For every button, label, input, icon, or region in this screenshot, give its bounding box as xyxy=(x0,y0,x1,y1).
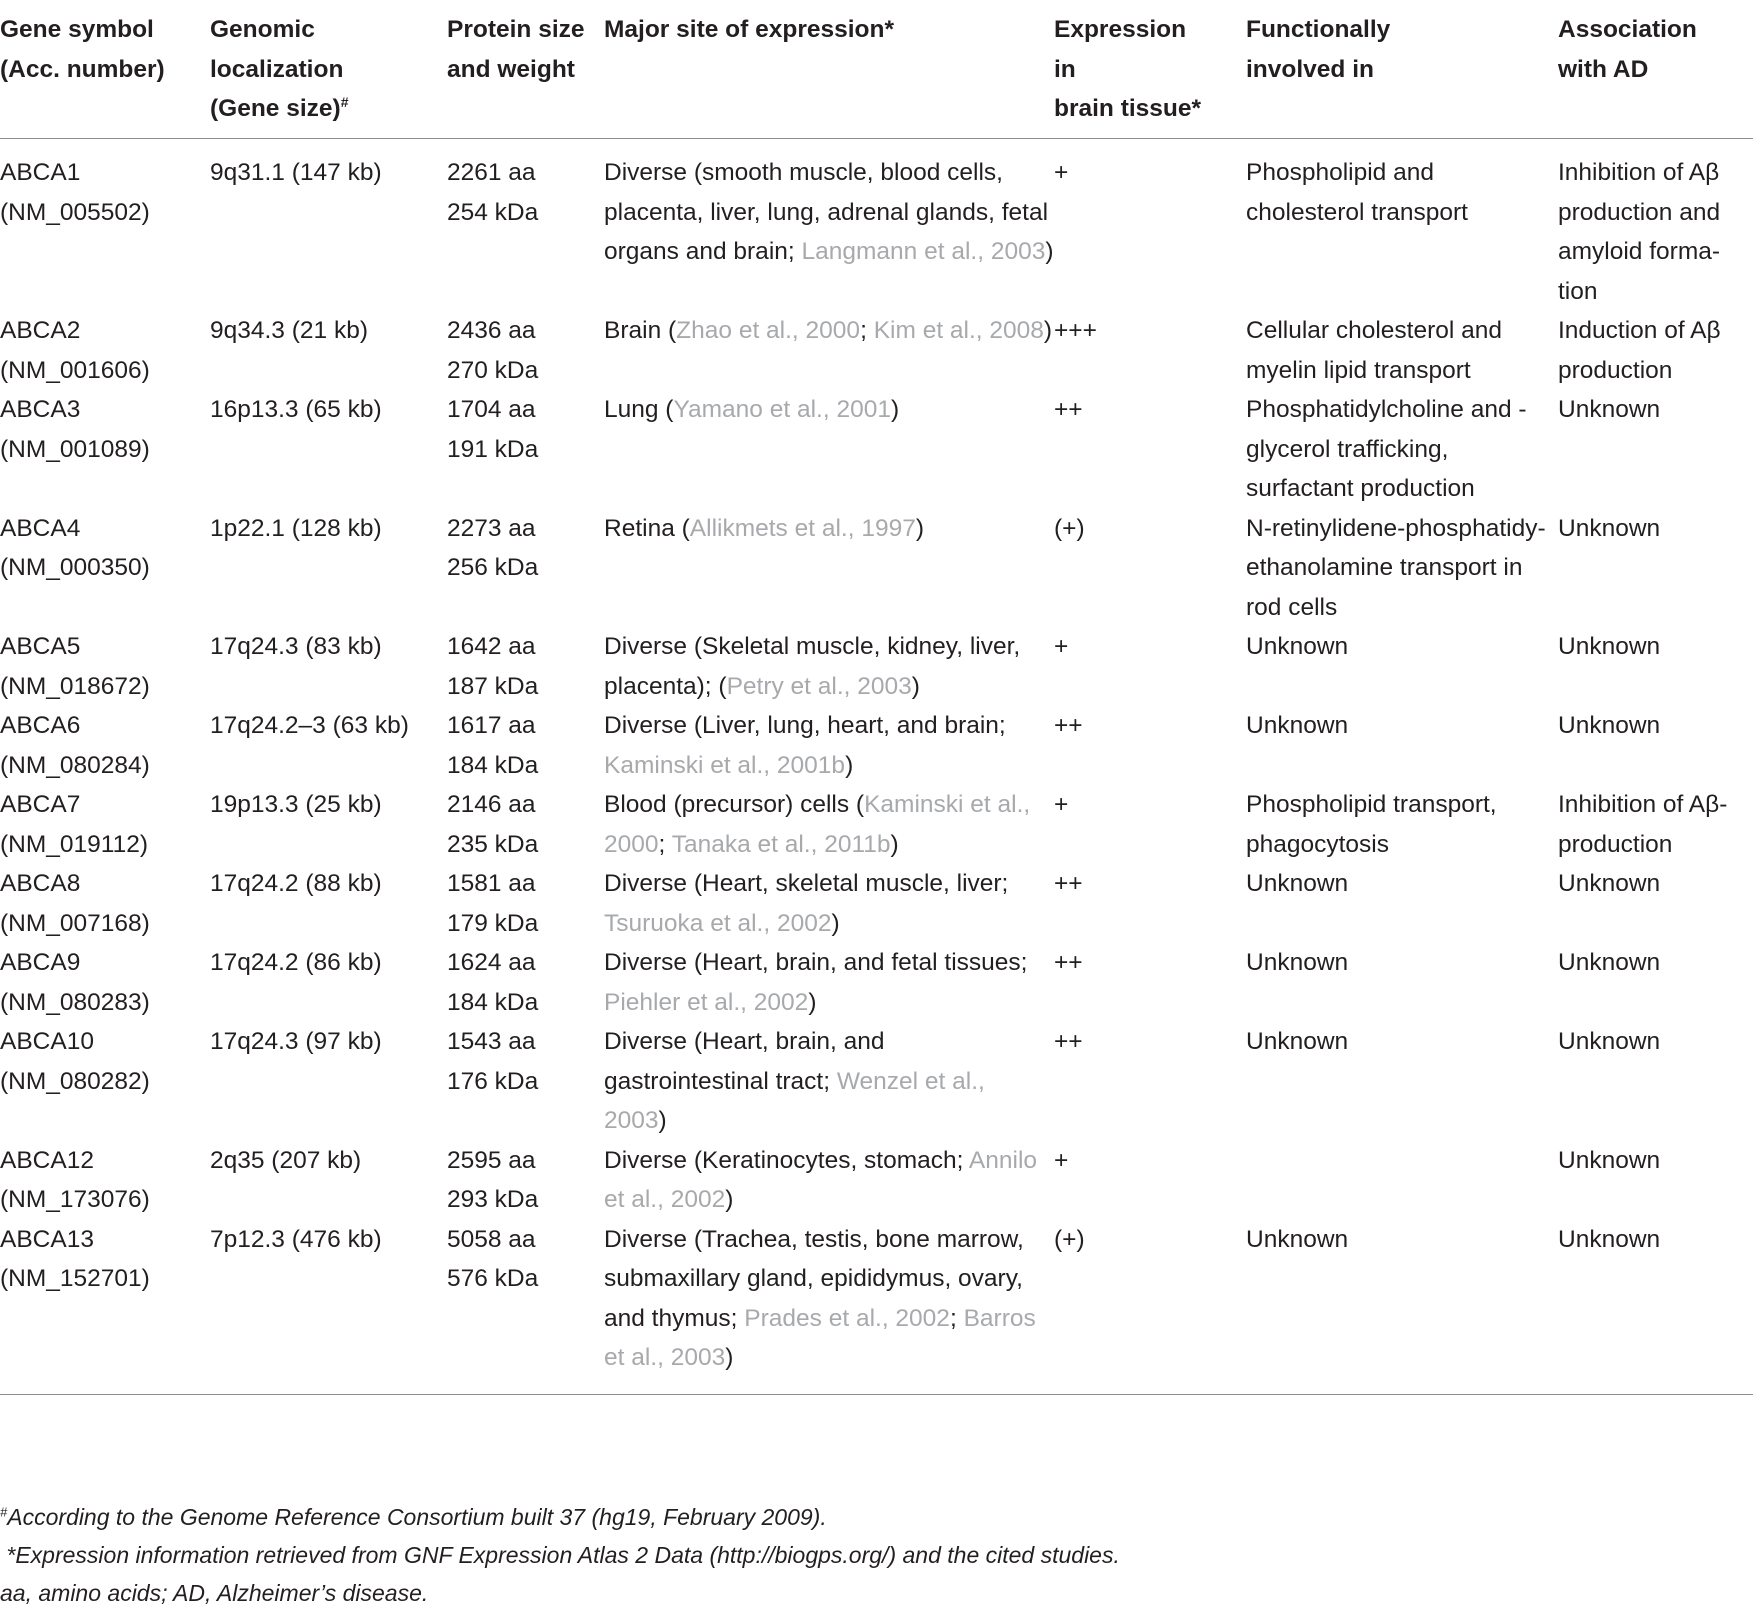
localization-cell xyxy=(210,627,447,706)
citation-link[interactable]: Zhao et al., 2000 xyxy=(676,317,861,344)
genomic-localization: 2q35 (207 kb) xyxy=(210,1146,362,1174)
gene-cell xyxy=(0,509,210,628)
header-brain-line3: brain tissue* xyxy=(1054,95,1202,122)
gene-cell xyxy=(0,1141,210,1220)
brain-expression-level: + xyxy=(1054,633,1069,660)
expression-site-text: Diverse (smooth muscle, blood cells, placenta, liver, lung, adrenal glands, fetal organs and brain; xyxy=(604,159,1049,265)
brain-expression-level: + xyxy=(1054,791,1069,818)
brain-expression-cell xyxy=(1054,139,1246,312)
brain-expression-level: (+) xyxy=(1054,1225,1085,1253)
protein-size: 2436 aa xyxy=(447,317,536,344)
genomic-localization: 7p12.3 (476 kb) xyxy=(210,1225,382,1253)
ad-association: Unknown xyxy=(1558,396,1661,423)
gene-cell xyxy=(0,1220,210,1395)
table-row xyxy=(0,1141,1753,1220)
gene-symbol: ABCA1 xyxy=(0,159,81,186)
table-row xyxy=(0,509,1753,628)
protein-cell xyxy=(447,1022,604,1141)
accession-number: (NM_007168) xyxy=(0,909,150,937)
function-cell xyxy=(1246,627,1558,706)
header-ad-line2: with AD xyxy=(1558,55,1649,83)
localization-cell xyxy=(210,864,447,943)
table-header xyxy=(0,0,1753,139)
expression-site-cell xyxy=(604,627,1054,706)
ad-association-cell xyxy=(1558,1141,1753,1220)
header-gene-symbol xyxy=(0,0,210,139)
citation-link[interactable]: Piehler et al., 2002 xyxy=(604,988,809,1016)
protein-weight: 576 kDa xyxy=(447,1265,539,1292)
gene-cell xyxy=(0,311,210,390)
header-protein-line1: Protein size xyxy=(447,16,585,43)
localization-cell xyxy=(210,1220,447,1395)
header-gene-line2: (Acc. number) xyxy=(0,55,165,83)
functional-involvement: Unknown xyxy=(1246,712,1349,739)
expression-site-cell xyxy=(604,943,1054,1022)
brain-expression-level: +++ xyxy=(1054,317,1097,344)
expression-site-text: ) xyxy=(890,830,899,858)
footnote-abbreviations-text: aa, amino acids; AD, Alzheimer’s disease. xyxy=(0,1580,429,1606)
expression-site-cell xyxy=(604,509,1054,628)
header-loc-line2: localization xyxy=(210,55,344,83)
protein-size: 2595 aa xyxy=(447,1146,536,1174)
brain-expression-cell xyxy=(1054,1022,1246,1141)
footnote-abbreviations xyxy=(0,1574,1120,1612)
brain-expression-level: ++ xyxy=(1054,1028,1083,1055)
protein-cell xyxy=(447,509,604,628)
ad-association-cell xyxy=(1558,706,1753,785)
protein-size: 1642 aa xyxy=(447,633,536,660)
ad-association: Unknown xyxy=(1558,633,1661,660)
gene-cell xyxy=(0,706,210,785)
protein-weight: 187 kDa xyxy=(447,672,539,700)
function-cell xyxy=(1246,706,1558,785)
localization-cell xyxy=(210,390,447,509)
header-genomic-localization xyxy=(210,0,447,139)
expression-site-cell xyxy=(604,1022,1054,1141)
ad-association: Inhibition of Aβ-production xyxy=(1558,791,1728,858)
gene-cell xyxy=(0,627,210,706)
citation-link[interactable]: Petry et al., 2003 xyxy=(726,672,912,700)
genomic-localization: 1p22.1 (128 kb) xyxy=(210,514,382,542)
brain-expression-cell xyxy=(1054,311,1246,390)
table-row xyxy=(0,311,1753,390)
protein-size: 2146 aa xyxy=(447,791,536,818)
ad-association-cell xyxy=(1558,943,1753,1022)
header-row xyxy=(0,0,1753,139)
citation-link[interactable]: Kim et al., 2008 xyxy=(873,317,1044,344)
expression-site-text: Diverse (Heart, brain, and gastrointestinal tract; xyxy=(604,1028,885,1095)
header-brain-expression xyxy=(1054,0,1246,139)
header-brain-line1: Expression xyxy=(1054,16,1187,43)
citation-link[interactable]: Langmann et al., 2003 xyxy=(801,238,1046,265)
table-row xyxy=(0,1022,1753,1141)
header-site-text: Major site of expression* xyxy=(604,16,895,43)
citation-link[interactable]: Wenzel et al., 2003 xyxy=(604,1067,985,1134)
protein-weight: 254 kDa xyxy=(447,198,539,226)
genomic-localization: 17q24.3 (97 kb) xyxy=(210,1028,382,1055)
gene-cell xyxy=(0,785,210,864)
header-ad-line1: Association xyxy=(1558,16,1697,43)
citation-link[interactable]: Annilo et al., 2002 xyxy=(604,1146,1038,1213)
functional-involvement: Phosphatidylcholine and -glycerol trafficking, surfactant production xyxy=(1246,396,1527,502)
protein-cell xyxy=(447,1220,604,1395)
accession-number: (NM_018672) xyxy=(0,672,150,700)
functional-involvement: N-retinylidene-phosphatidy-ethanolamine transport in rod cells xyxy=(1246,514,1546,621)
localization-cell xyxy=(210,1022,447,1141)
protein-weight: 293 kDa xyxy=(447,1186,539,1213)
functional-involvement: Phospholipid transport, phagocytosis xyxy=(1246,791,1497,858)
ad-association: Unknown xyxy=(1558,712,1661,739)
accession-number: (NM_080282) xyxy=(0,1067,150,1095)
function-cell xyxy=(1246,864,1558,943)
genomic-localization: 9q34.3 (21 kb) xyxy=(210,317,368,344)
header-protein-size xyxy=(447,0,604,139)
citation-link[interactable]: Yamano et al., 2001 xyxy=(673,396,891,423)
accession-number: (NM_001606) xyxy=(0,356,150,384)
accession-number: (NM_005502) xyxy=(0,198,150,226)
accession-number: (NM_173076) xyxy=(0,1186,150,1213)
expression-site-text: Diverse (Heart, skeletal muscle, liver; xyxy=(604,870,1009,897)
citation-link[interactable]: Allikmets et al., 1997 xyxy=(689,514,916,542)
protein-size: 1704 aa xyxy=(447,396,536,423)
footnote-expression-text: *Expression information retrieved from GNF Expression Atlas 2 Data (http://biogps.org/) and the cited studies. xyxy=(6,1542,1120,1568)
accession-number: (NM_080283) xyxy=(0,988,150,1016)
functional-involvement: Unknown xyxy=(1246,949,1349,976)
table-row xyxy=(0,943,1753,1022)
protein-cell xyxy=(447,311,604,390)
genomic-localization: 19p13.3 (25 kb) xyxy=(210,791,382,818)
expression-site-text: ) xyxy=(1043,317,1053,344)
function-cell xyxy=(1246,1022,1558,1141)
table-body xyxy=(0,139,1753,1395)
citation-link[interactable]: Tsuruoka et al., 2002 xyxy=(604,909,832,937)
header-function xyxy=(1246,0,1558,139)
expression-site-cell xyxy=(604,785,1054,864)
brain-expression-level: + xyxy=(1054,159,1069,186)
gene-cell xyxy=(0,1022,210,1141)
header-brain-line2: in xyxy=(1054,55,1076,83)
expression-site-text: ) xyxy=(911,672,920,700)
expression-site-text: ) xyxy=(890,396,900,423)
ad-association: Induction of Aβ production xyxy=(1558,317,1721,384)
localization-cell xyxy=(210,706,447,785)
genomic-localization: 16p13.3 (65 kb) xyxy=(210,396,382,423)
brain-expression-cell xyxy=(1054,943,1246,1022)
brain-expression-level: ++ xyxy=(1054,396,1083,423)
gene-symbol: ABCA10 xyxy=(0,1028,94,1055)
expression-site-text: ) xyxy=(831,909,840,937)
ad-association-cell xyxy=(1558,311,1753,390)
ad-association-cell xyxy=(1558,139,1753,312)
function-cell xyxy=(1246,1141,1558,1220)
brain-expression-cell xyxy=(1054,1141,1246,1220)
table-footnotes xyxy=(0,1498,1120,1612)
genomic-localization: 17q24.3 (83 kb) xyxy=(210,633,382,660)
accession-number: (NM_152701) xyxy=(0,1265,150,1292)
ad-association: Unknown xyxy=(1558,949,1661,976)
expression-site-text: Diverse (Trachea, testis, bone marrow, submaxillary gland, epididymus, ovary, and thymus; xyxy=(604,1225,1024,1332)
expression-site-text: ) xyxy=(1045,238,1054,265)
protein-weight: 256 kDa xyxy=(447,554,539,581)
ad-association-cell xyxy=(1558,864,1753,943)
localization-cell xyxy=(210,1141,447,1220)
brain-expression-cell xyxy=(1054,627,1246,706)
header-protein-line2: and weight xyxy=(447,55,575,83)
protein-cell xyxy=(447,864,604,943)
localization-cell xyxy=(210,509,447,628)
table-row xyxy=(0,706,1753,785)
expression-site-cell xyxy=(604,864,1054,943)
gene-cell xyxy=(0,943,210,1022)
ad-association-cell xyxy=(1558,509,1753,628)
ad-association-cell xyxy=(1558,1220,1753,1395)
expression-site-cell xyxy=(604,311,1054,390)
header-loc-footnote-mark: # xyxy=(340,93,349,110)
protein-cell xyxy=(447,627,604,706)
gene-symbol: ABCA6 xyxy=(0,712,81,739)
citation-link[interactable]: Kaminski et al., 2001b xyxy=(604,751,846,779)
header-func-line2: involved in xyxy=(1246,55,1374,83)
protein-cell xyxy=(447,706,604,785)
protein-size: 1624 aa xyxy=(447,949,536,976)
protein-cell xyxy=(447,785,604,864)
ad-association: Unknown xyxy=(1558,1225,1661,1253)
gene-symbol: ABCA5 xyxy=(0,633,81,660)
protein-size: 5058 aa xyxy=(447,1225,536,1253)
table-row xyxy=(0,627,1753,706)
ad-association-cell xyxy=(1558,785,1753,864)
protein-weight: 191 kDa xyxy=(447,435,539,463)
citation-link[interactable]: Prades et al., 2002 xyxy=(744,1304,950,1332)
header-func-line1: Functionally xyxy=(1246,16,1391,43)
ad-association: Unknown xyxy=(1558,870,1661,897)
genomic-localization: 9q31.1 (147 kb) xyxy=(210,159,382,186)
expression-site-cell xyxy=(604,139,1054,312)
function-cell xyxy=(1246,390,1558,509)
localization-cell xyxy=(210,943,447,1022)
accession-number: (NM_001089) xyxy=(0,435,150,463)
protein-size: 2261 aa xyxy=(447,159,536,186)
gene-symbol: ABCA7 xyxy=(0,791,81,818)
functional-involvement: Phospholipid and cholesterol transport xyxy=(1246,159,1468,226)
accession-number: (NM_000350) xyxy=(0,554,150,581)
brain-expression-cell xyxy=(1054,864,1246,943)
expression-site-cell xyxy=(604,390,1054,509)
protein-cell xyxy=(447,139,604,312)
expression-site-text: ) xyxy=(808,988,817,1016)
expression-site-text: ; xyxy=(949,1304,964,1332)
expression-site-text: Diverse (Liver, lung, heart, and brain; xyxy=(604,712,1006,739)
table-row xyxy=(0,864,1753,943)
function-cell xyxy=(1246,785,1558,864)
brain-expression-cell xyxy=(1054,509,1246,628)
footnote-expression xyxy=(0,1536,1120,1574)
protein-weight: 184 kDa xyxy=(447,988,539,1016)
gene-cell xyxy=(0,864,210,943)
protein-weight: 176 kDa xyxy=(447,1067,539,1095)
footnote-genome-text: According to the Genome Reference Consortium built 37 (hg19, February 2009). xyxy=(7,1504,827,1530)
expression-site-text: ) xyxy=(658,1107,667,1134)
brain-expression-level: ++ xyxy=(1054,870,1083,897)
protein-size: 1581 aa xyxy=(447,870,536,897)
gene-cell xyxy=(0,139,210,312)
gene-symbol: ABCA12 xyxy=(0,1146,94,1174)
expression-site-text: ) xyxy=(725,1186,734,1213)
header-major-site xyxy=(604,0,1054,139)
expression-site-text: ) xyxy=(725,1344,734,1371)
citation-link[interactable]: Kaminski et al., 2000 xyxy=(604,791,1031,858)
brain-expression-level: + xyxy=(1054,1146,1069,1174)
function-cell xyxy=(1246,1220,1558,1395)
brain-expression-level: (+) xyxy=(1054,514,1085,542)
header-loc-line1: Genomic xyxy=(210,16,315,43)
ad-association: Unknown xyxy=(1558,1146,1661,1174)
gene-symbol: ABCA2 xyxy=(0,317,81,344)
ad-association-cell xyxy=(1558,627,1753,706)
header-ad-association xyxy=(1558,0,1753,139)
expression-site-text: Blood (precursor) cells ( xyxy=(604,791,865,818)
brain-expression-level: ++ xyxy=(1054,949,1083,976)
brain-expression-cell xyxy=(1054,706,1246,785)
ad-association-cell xyxy=(1558,390,1753,509)
gene-symbol: ABCA9 xyxy=(0,949,81,976)
expression-site-text: ; xyxy=(860,317,874,344)
protein-size: 1617 aa xyxy=(447,712,536,739)
table-row xyxy=(0,390,1753,509)
gene-symbol: ABCA3 xyxy=(0,396,81,423)
footnote-hash-mark: # xyxy=(0,1504,8,1520)
expression-site-cell xyxy=(604,706,1054,785)
function-cell xyxy=(1246,509,1558,628)
function-cell xyxy=(1246,943,1558,1022)
expression-site-cell xyxy=(604,1220,1054,1395)
functional-involvement: Cellular cholesterol and myelin lipid transport xyxy=(1246,317,1503,384)
genomic-localization: 17q24.2–3 (63 kb) xyxy=(210,712,409,739)
brain-expression-cell xyxy=(1054,1220,1246,1395)
localization-cell xyxy=(210,785,447,864)
localization-cell xyxy=(210,139,447,312)
expression-site-text: Diverse (Skeletal muscle, kidney, liver, placenta); ( xyxy=(604,633,1021,700)
citation-link[interactable]: Barros et al., 2003 xyxy=(604,1304,1036,1371)
ad-association: Unknown xyxy=(1558,1028,1661,1055)
brain-expression-level: ++ xyxy=(1054,712,1083,739)
genomic-localization: 17q24.2 (86 kb) xyxy=(210,949,382,976)
gene-cell xyxy=(0,390,210,509)
expression-site-cell xyxy=(604,1141,1054,1220)
protein-weight: 184 kDa xyxy=(447,751,539,779)
expression-site-text: ; xyxy=(658,830,672,858)
brain-expression-cell xyxy=(1054,390,1246,509)
protein-cell xyxy=(447,390,604,509)
protein-weight: 270 kDa xyxy=(447,356,539,384)
accession-number: (NM_080284) xyxy=(0,751,150,779)
table-row xyxy=(0,785,1753,864)
ad-association: Unknown xyxy=(1558,514,1661,542)
citation-link[interactable]: Tanaka et al., 2011b xyxy=(671,830,891,858)
header-gene-line1: Gene symbol xyxy=(0,16,154,43)
functional-involvement: Unknown xyxy=(1246,870,1349,897)
expression-site-text: ) xyxy=(845,751,854,779)
protein-size: 2273 aa xyxy=(447,514,536,542)
table-row xyxy=(0,139,1753,312)
function-cell xyxy=(1246,139,1558,312)
expression-site-text: Brain ( xyxy=(604,317,677,344)
gene-symbol: ABCA8 xyxy=(0,870,81,897)
ad-association-cell xyxy=(1558,1022,1753,1141)
expression-site-text: Lung ( xyxy=(604,396,674,423)
genomic-localization: 17q24.2 (88 kb) xyxy=(210,870,382,897)
table-row xyxy=(0,1220,1753,1395)
protein-size: 1543 aa xyxy=(447,1028,536,1055)
protein-weight: 179 kDa xyxy=(447,909,539,937)
localization-cell xyxy=(210,311,447,390)
functional-involvement: Unknown xyxy=(1246,1028,1349,1055)
expression-site-text: ) xyxy=(915,514,925,542)
brain-expression-cell xyxy=(1054,785,1246,864)
expression-site-text: Diverse (Keratinocytes, stomach; xyxy=(604,1146,969,1174)
function-cell xyxy=(1246,311,1558,390)
gene-symbol: ABCA4 xyxy=(0,514,81,542)
protein-cell xyxy=(447,1141,604,1220)
functional-involvement: Unknown xyxy=(1246,1225,1349,1253)
functional-involvement: Unknown xyxy=(1246,633,1349,660)
protein-cell xyxy=(447,943,604,1022)
accession-number: (NM_019112) xyxy=(0,830,148,858)
protein-weight: 235 kDa xyxy=(447,830,539,858)
gene-symbol: ABCA13 xyxy=(0,1225,94,1253)
footnote-genome xyxy=(0,1498,1120,1536)
expression-site-text: Retina ( xyxy=(604,514,690,542)
ad-association: Inhibition of Aβ production and amyloid forma-tion xyxy=(1558,159,1721,305)
expression-site-text: Diverse (Heart, brain, and fetal tissues; xyxy=(604,949,1028,976)
header-loc-line3: (Gene size) xyxy=(210,95,341,122)
